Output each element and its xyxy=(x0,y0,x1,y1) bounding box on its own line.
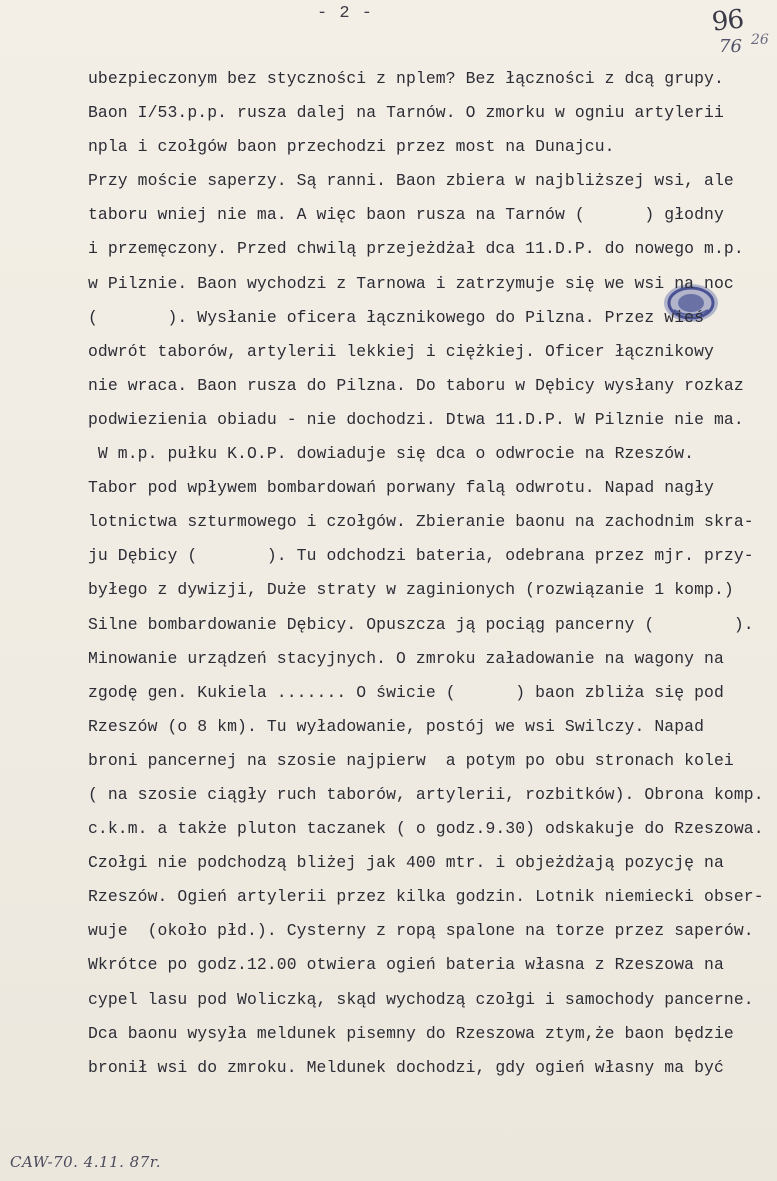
text-line: Minowanie urządzeń stacyjnych. O zmroku załadowanie na wagony na xyxy=(88,648,724,668)
text-line: Baon I/53.p.p. rusza dalej na Tarnów. O zmorku w ogniu artylerii xyxy=(88,103,724,123)
text-line: Dca baonu wysyła meldunek pisemny do Rzeszowa ztym,że baon będzie xyxy=(88,1023,734,1043)
text-line: cypel lasu pod Woliczką, skąd wychodzą czołgi i samochody pancerne. xyxy=(88,989,754,1009)
page-number: - 2 - xyxy=(316,4,373,23)
text-line: ( ). Wysłanie oficera łącznikowego do Pilzna. Przez wieś xyxy=(88,307,705,327)
text-line: taboru wniej nie ma. A więc baon rusza na Tarnów ( ) głodny xyxy=(88,205,724,225)
archive-reference-number: 76 xyxy=(719,36,742,57)
text-line: Silne bombardowanie Dębicy. Opuszcza ją pociąg pancerny ( ). xyxy=(88,614,754,634)
archive-signature: CAW-70. 4.11. 87r. xyxy=(10,1153,162,1171)
text-line: Rzeszów. Ogień artylerii przez kilka godzin. Lotnik niemiecki obser- xyxy=(88,887,764,907)
text-line: bronił wsi do zmroku. Meldunek dochodzi, gdy ogień własny ma być xyxy=(88,1057,724,1077)
text-line: zgodę gen. Kukiela ....... O świcie ( ) baon zbliża się pod xyxy=(88,682,724,702)
text-line: Przy moście saperzy. Są ranni. Baon zbiera w najbliższej wsi, ale xyxy=(88,171,734,191)
text-line: c.k.m. a także pluton taczanek ( o godz.9.30) odskakuje do Rzeszowa. xyxy=(88,819,764,839)
text-line: W m.p. pułku K.O.P. dowiaduje się dca o odwrocie na Rzeszów. xyxy=(88,444,695,464)
text-line: Wkrótce po godz.12.00 otwiera ogień bateria własna z Rzeszowa na xyxy=(88,955,724,975)
document-body xyxy=(88,62,777,1085)
text-line: nie wraca. Baon rusza do Pilzna. Do taboru w Dębicy wysłany rozkaz xyxy=(88,375,744,395)
text-line: wuje (około płd.). Cysterny z ropą spalone na torze przez saperów. xyxy=(88,921,754,941)
archive-folio-mark: 96 xyxy=(710,4,745,38)
text-line: ubezpieczonym bez styczności z nplem? Bez łączności z dcą grupy. xyxy=(88,69,724,88)
text-line: w Pilznie. Baon wychodzi z Tarnowa i zatrzymuje się we wsi na noc xyxy=(88,273,734,293)
text-line: Rzeszów (o 8 km). Tu wyładowanie, postój we wsi Swilczy. Napad xyxy=(88,716,705,736)
text-line: ( na szosie ciągły ruch taborów, artylerii, rozbitków). Obrona komp. xyxy=(88,784,764,804)
text-line: byłego z dywizji, Duże straty w zaginionych (rozwiązanie 1 komp.) xyxy=(88,580,734,600)
text-line: lotnictwa szturmowego i czołgów. Zbieranie baonu na zachodnim skra- xyxy=(88,512,754,532)
text-line: broni pancernej na szosie najpierw a potym po obu stronach kolei xyxy=(88,750,734,770)
text-line: i przemęczony. Przed chwilą przejeżdżał dca 11.D.P. do nowego m.p. xyxy=(88,239,744,259)
archive-reference-small: 26 xyxy=(751,32,769,48)
text-line: ju Dębicy ( ). Tu odchodzi bateria, odebrana przez mjr. przy- xyxy=(88,546,754,566)
text-line: podwiezienia obiadu - nie dochodzi. Dtwa 11.D.P. W Pilznie nie ma. xyxy=(88,409,744,429)
text-line: odwrót taborów, artylerii lekkiej i ciężkiej. Oficer łącznikowy xyxy=(88,341,714,361)
text-line: Czołgi nie podchodzą bliżej jak 400 mtr. i objeżdżają pozycję na xyxy=(88,853,724,873)
text-line: npla i czołgów baon przechodzi przez most na Dunajcu. xyxy=(88,137,615,157)
text-line: Tabor pod wpływem bombardowań porwany falą odwrotu. Napad nagły xyxy=(88,478,714,498)
